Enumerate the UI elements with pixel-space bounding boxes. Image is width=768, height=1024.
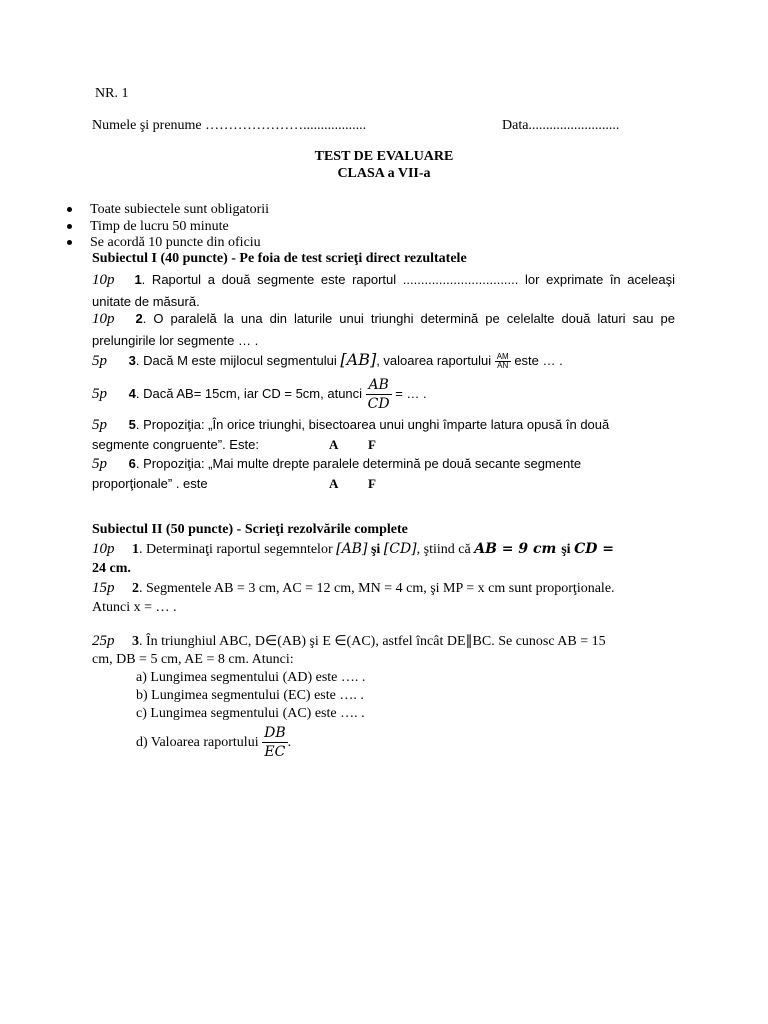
question-1-2: 10p 2. O paralelă la una din laturile unui triunghi determină pe celelalte două laturi sau pe prelungirile lor segmente … . (92, 311, 675, 348)
bullet-icon (67, 224, 72, 229)
name-line[interactable] (92, 118, 366, 134)
question-1-3: 5p 3. Dacă M este mijlocul segmentului [AB], valoarea raportului $\frac{AM}{AN}$ este … . (92, 350, 563, 371)
question-2-3: 25p 3. În triunghiul ABC, D∈(AB) şi E ∈(AC), astfel încât DE∥BC. Se cunosc AB = 15 cm, DB = 5 cm, AE = 8 cm. Atunci: a) Lungimea segmentului (AD) este …. . b) Lungimea segmentului (EC) este …. . c) Lungimea segmentului (AC) este …. . d) Valoarea raportului $\frac{DB}{EC}$ . (92, 632, 606, 763)
subject2-heading: Subiectul II (50 puncte) - Scrieţi rezolvările complete (92, 522, 408, 537)
date-field[interactable]: Data.......................... (502, 118, 620, 133)
name-label: Numele şi prenume (92, 118, 202, 133)
rule-item: Se acordă 10 puncte din oficiu (67, 235, 261, 251)
rule-item: Toate subiectele sunt obligatorii (67, 202, 269, 218)
question-1-5: 5p 5. Propoziţia: „În orice triunghi, bisectoarea unui unghi împarte latura opusă în două segmente congruente”. Este: A F (92, 417, 610, 452)
rule-item: Timp de lucru 50 minute (67, 219, 229, 235)
answer-true[interactable]: A (329, 437, 339, 452)
bullet-icon (67, 240, 72, 245)
answer-true[interactable]: A (329, 476, 339, 491)
document-number: NR. 1 (95, 86, 129, 101)
list-item: d) Valoarea raportului $\frac{DB}{EC}$ . (136, 725, 292, 761)
answer-false[interactable]: F (368, 437, 376, 452)
ratio-am-an: $\frac{AM}{AN}$ (496, 352, 509, 371)
ratio-db-ec: $\frac{DB}{EC}$ (264, 725, 286, 761)
subject1-heading: Subiectul I (40 puncte) - Pe foia de test scrieţi direct rezultatele (92, 251, 467, 266)
question-1-1: 10p 1. Raportul a două segmente este raportul ................................ lor exprimate în aceleaşi unitate de măsură. (92, 272, 676, 309)
name-dots: ………………….................. (205, 118, 367, 133)
ratio-ab-cd: $\frac{AB}{CD}$ (367, 377, 390, 413)
test-subtitle: CLASA a VII-a (337, 166, 431, 181)
question-1-6: 5p 6. Propoziţia: „Mai multe drepte paralele determină pe două secante segmente proporţionale” . este A F (92, 456, 582, 491)
list-item: a) Lungimea segmentului (AD) este …. . (136, 670, 366, 685)
question-1-4: 5p 4. Dacă AB= 15cm, iar CD = 5cm, atunci $\frac{AB}{CD}$ = … . (92, 377, 427, 413)
question-2-1: 10p 1. Determinaţi raportul segemntelor [AB] şi [CD], ştiind că AB = 9 cm şi CD = 24 cm. (92, 541, 614, 576)
list-item: b) Lungimea segmentului (EC) este …. . (136, 688, 364, 703)
list-item: c) Lungimea segmentului (AC) este …. . (136, 706, 365, 721)
answer-false[interactable]: F (368, 476, 376, 491)
test-title: TEST DE EVALUARE (314, 149, 454, 164)
question-2-2: 15p 2. Segmentele AB = 3 cm, AC = 12 cm, MN = 4 cm, şi MP = x cm sunt proporţionale. Atunci x = … . (92, 580, 615, 615)
bullet-icon (67, 207, 72, 212)
